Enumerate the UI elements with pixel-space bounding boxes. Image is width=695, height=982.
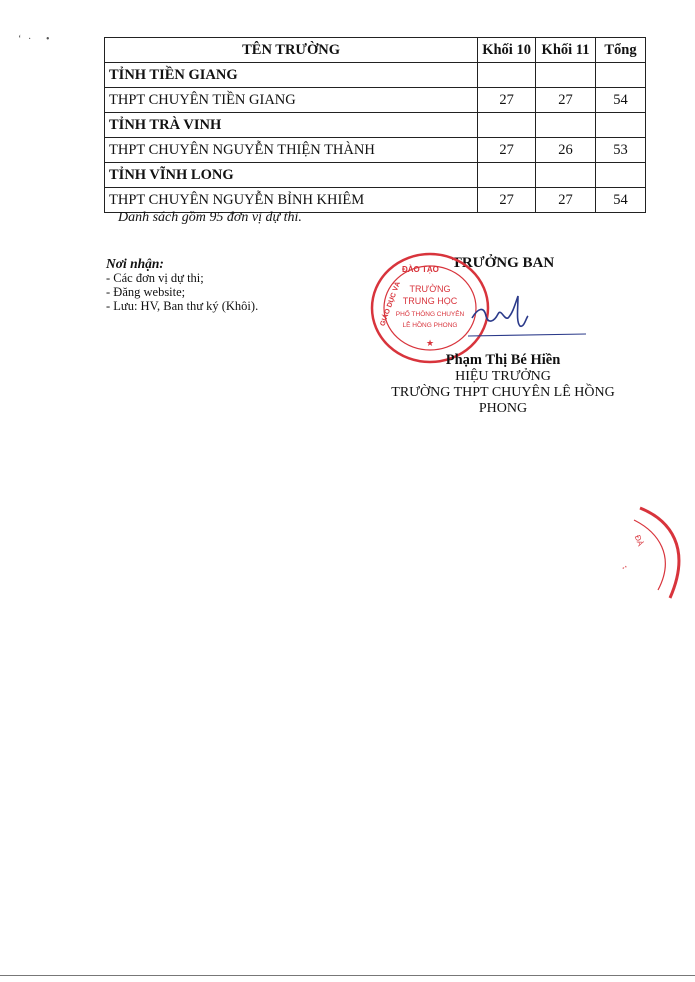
province-row — [105, 163, 646, 188]
school-name: THPT CHUYÊN NGUYỄN BỈNH KHIÊM — [105, 188, 478, 213]
grade11-count: 27 — [536, 188, 596, 213]
partial-seal-icon — [610, 500, 695, 610]
province-row — [105, 63, 646, 88]
schools-table — [104, 37, 646, 213]
handwritten-signature-icon — [468, 288, 588, 348]
column-header-grade10: Khối 10 — [478, 38, 536, 63]
recipients-heading: Nơi nhận: — [106, 256, 164, 271]
grade10-count: 27 — [478, 138, 536, 163]
scan-mark: · — [28, 34, 32, 45]
table-row — [105, 138, 646, 163]
province-name: TỈNH VĨNH LONG — [105, 163, 478, 188]
seal-rim-left: GIÁO DỤC VÀ — [379, 280, 402, 328]
province-name: TỈNH TRÀ VINH — [105, 113, 478, 138]
seal-line: TRUNG HỌC — [402, 296, 458, 306]
grade10-count: 27 — [478, 88, 536, 113]
recipient-item: - Các đơn vị dự thi; — [106, 271, 204, 285]
page-edge — [0, 975, 695, 976]
recipient-item: - Lưu: HV, Ban thư ký (Khôi). — [106, 299, 259, 313]
total-count: 54 — [596, 188, 646, 213]
signer-name: Phạm Thị Bé Hiền — [445, 352, 561, 368]
signature-title: TRƯỞNG BAN — [451, 255, 555, 271]
svg-text:ᐩᐩ: ᐩᐩ — [621, 564, 630, 574]
total-count: 53 — [596, 138, 646, 163]
seal-line: TRƯỜNG — [409, 284, 451, 294]
grade11-count: 27 — [536, 88, 596, 113]
total-count: 54 — [596, 88, 646, 113]
school-name: THPT CHUYÊN NGUYỄN THIỆN THÀNH — [105, 138, 478, 163]
scan-mark: • — [46, 34, 50, 45]
seal-line: PHỔ THÔNG CHUYÊN — [395, 311, 465, 318]
column-header-grade11: Khối 11 — [536, 38, 596, 63]
signer-role-block — [378, 369, 628, 417]
province-name: TỈNH TIỀN GIANG — [105, 63, 478, 88]
seal-star-icon: ★ — [425, 338, 435, 348]
province-row — [105, 113, 646, 138]
seal-rim-top: ĐÀO TẠO — [402, 265, 439, 274]
signer-organization: TRƯỜNG THPT CHUYÊN LÊ HỒNG PHONG — [391, 385, 615, 416]
seal-line: LÊ HỒNG PHONG — [402, 322, 458, 329]
recipient-item: - Đăng website; — [106, 285, 186, 299]
svg-text:ĐÀ: ĐÀ — [632, 533, 646, 548]
table-row — [105, 188, 646, 213]
column-header-school: TÊN TRƯỜNG — [105, 38, 478, 63]
summary-note: Danh sách gồm 95 đơn vị dự thi. — [118, 210, 302, 225]
signer-role: HIỆU TRƯỞNG — [455, 369, 551, 384]
table-header-row — [105, 38, 646, 63]
table-row — [105, 88, 646, 113]
scan-mark: ʻ — [18, 34, 22, 45]
school-name: THPT CHUYÊN TIỀN GIANG — [105, 88, 478, 113]
recipients-block — [106, 257, 258, 313]
grade10-count: 27 — [478, 188, 536, 213]
grade11-count: 26 — [536, 138, 596, 163]
column-header-total: Tổng — [596, 38, 646, 63]
